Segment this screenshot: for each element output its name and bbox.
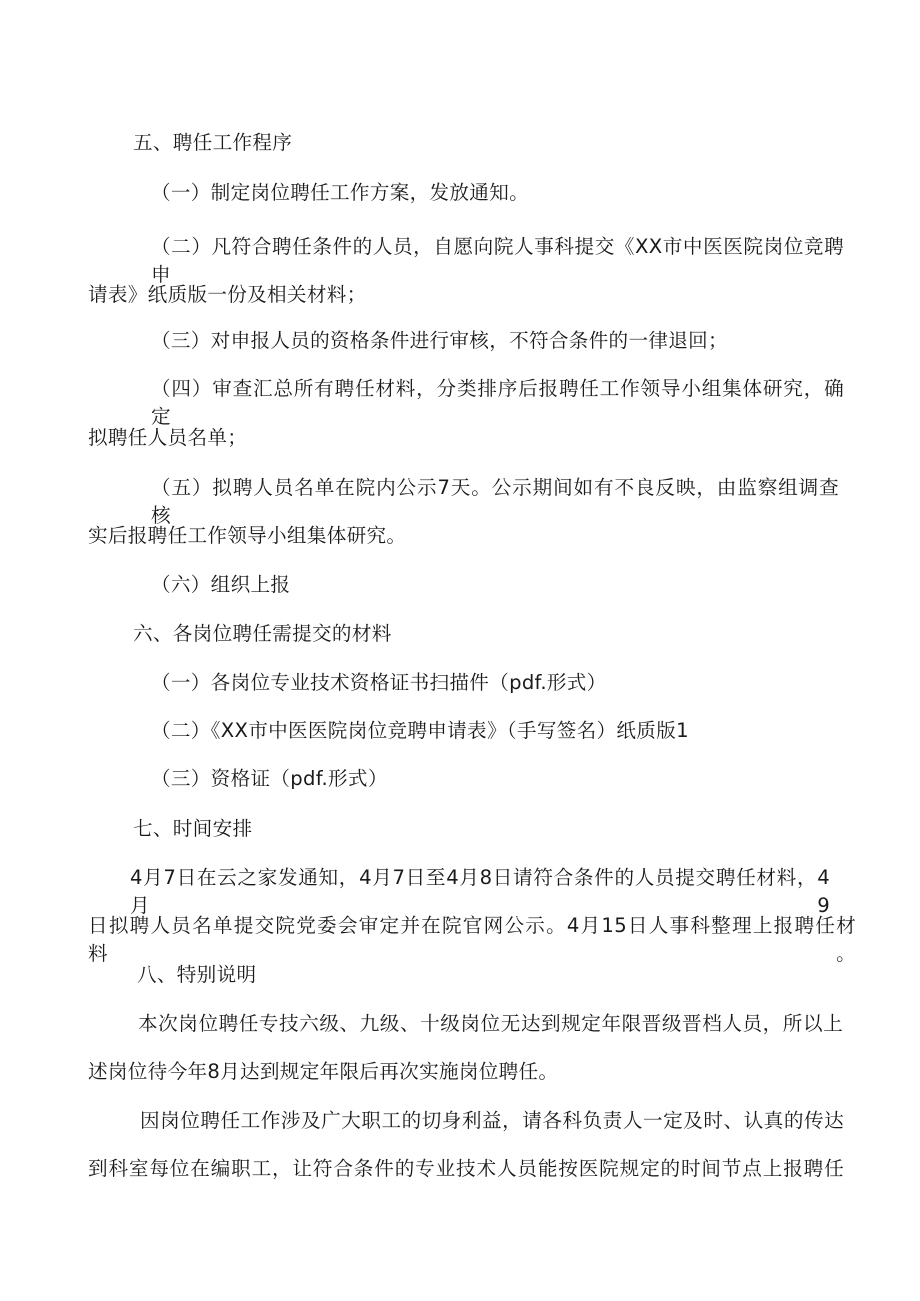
section-heading-5: 五、聘任工作程序 bbox=[133, 131, 293, 154]
note-1-line-2: 述岗位待今年8月达到规定年限后再次实施岗位聘任。 bbox=[88, 1060, 559, 1083]
item-5-1: （一）制定岗位聘任工作方案，发放通知。 bbox=[151, 181, 529, 204]
item-5-5-line-2: 实后报聘任工作领导小组集体研究。 bbox=[88, 524, 407, 547]
item-5-4-line-1: （四）审查汇总所有聘任材料，分类排序后报聘任工作领导小组集体研究，确定 bbox=[151, 377, 844, 428]
item-6-3: （三）资格证（pdf.形式） bbox=[151, 767, 388, 790]
note-2-line-1: 因岗位聘任工作涉及广大职工的切身利益，请各科负责人一定及时、认真的传达 bbox=[140, 1109, 844, 1132]
item-5-3: （三）对申报人员的资格条件进行审核，不符合条件的一律退回； bbox=[151, 329, 728, 352]
item-5-4-line-2: 拟聘任人员名单； bbox=[88, 426, 248, 449]
schedule-line-1: 4月7日在云之家发通知，4月7日至4月8日请符合条件的人员提交聘任材料，4月9 bbox=[130, 866, 830, 917]
item-5-2-line-2: 请表》纸质版一份及相关材料； bbox=[88, 283, 367, 306]
item-6-1: （一）各岗位专业技术资格证书扫描件（pdf.形式） bbox=[151, 671, 607, 694]
section-heading-7: 七、时间安排 bbox=[133, 817, 253, 840]
item-5-5-line-1: （五）拟聘人员名单在院内公示7天。公示期间如有不良反映，由监察组调查核 bbox=[151, 476, 839, 527]
note-2-line-2: 到科室每位在编职工，让符合条件的专业技术人员能按医院规定的时间节点上报聘任 bbox=[88, 1157, 844, 1180]
item-5-6: （六）组织上报 bbox=[151, 573, 291, 596]
section-heading-6: 六、各岗位聘任需提交的材料 bbox=[133, 622, 392, 645]
item-6-2: （二）《XX市中医医院岗位竞聘申请表》（手写签名）纸质版1 bbox=[151, 719, 689, 742]
schedule-line-2: 日拟聘人员名单提交院党委会审定并在院官网公示。4月15日人事科整理上报聘任材料。 bbox=[88, 914, 856, 965]
item-5-2-line-1: （二）凡符合聘任条件的人员，自愿向院人事科提交《XX市中医医院岗位竞聘申 bbox=[151, 235, 844, 286]
section-heading-8: 八、特别说明 bbox=[137, 963, 257, 986]
note-1-line-1: 本次岗位聘任专技六级、九级、十级岗位无达到规定年限晋级晋档人员，所以上 bbox=[138, 1012, 843, 1035]
